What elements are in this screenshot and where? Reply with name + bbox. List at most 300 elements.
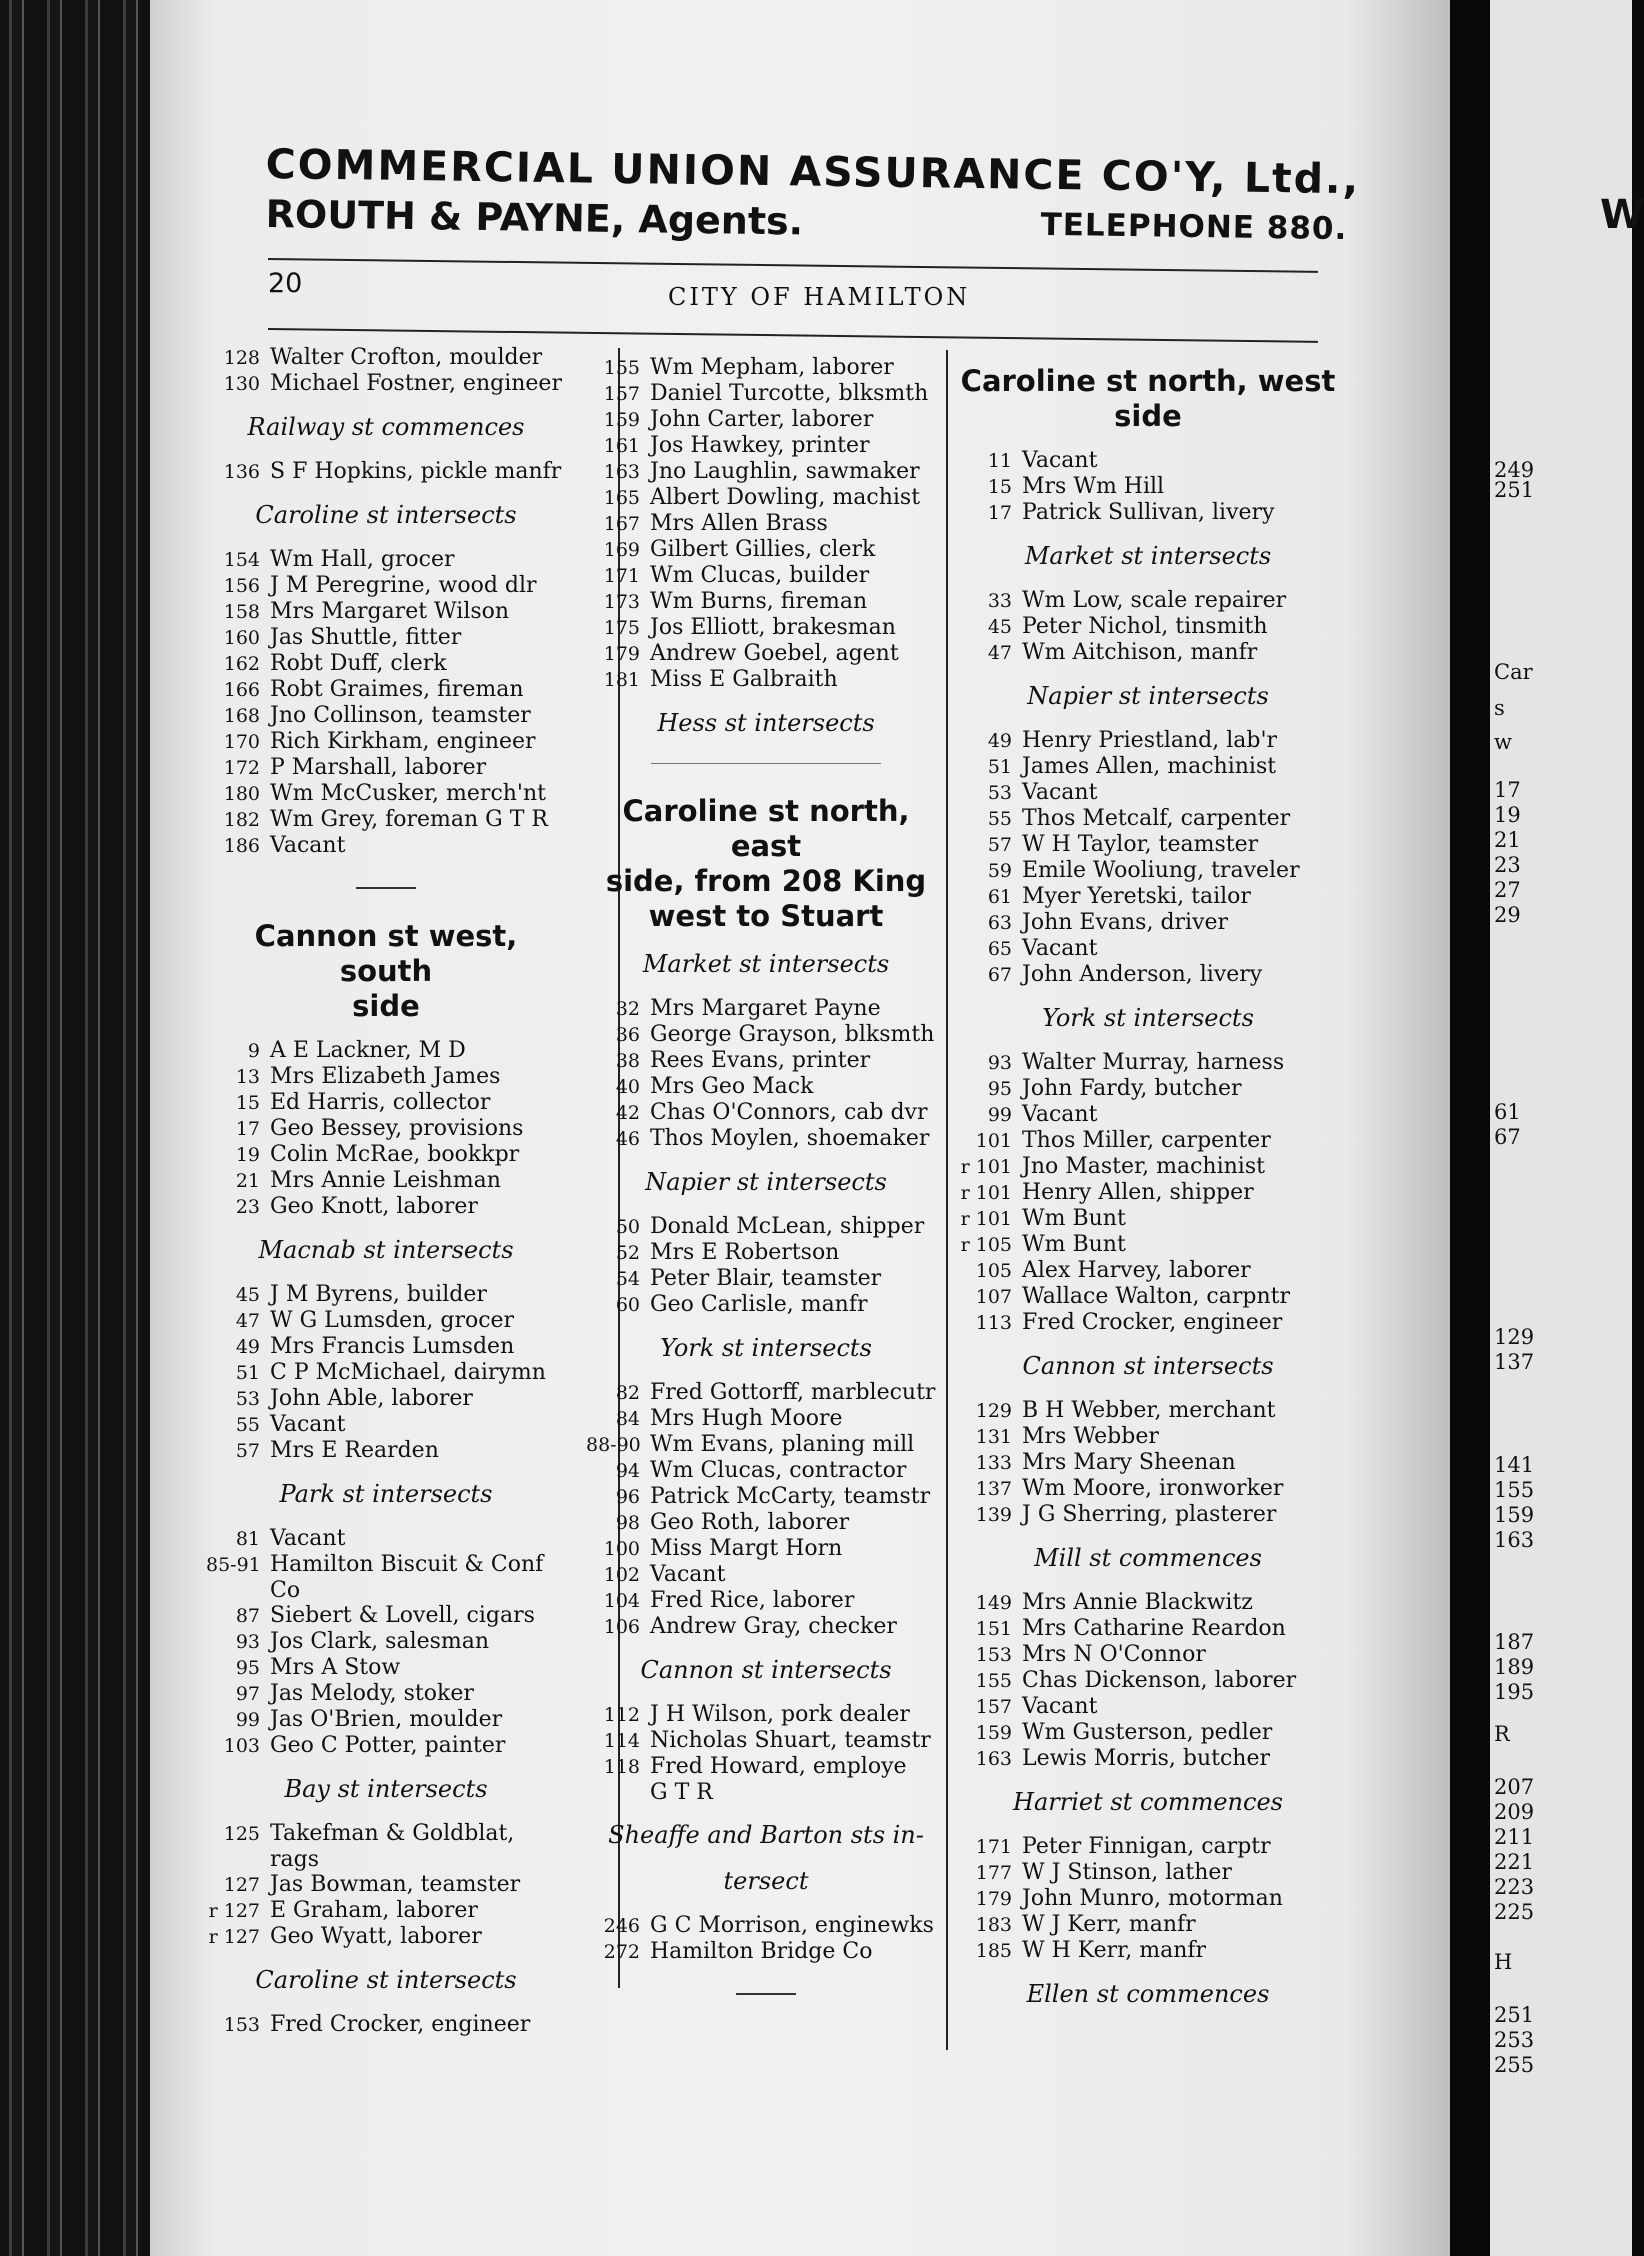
- house-number: 179: [603, 643, 640, 665]
- directory-entry: [586, 589, 946, 615]
- adjacent-page-fragment: 209: [1494, 1800, 1535, 1824]
- house-number: 101: [975, 1130, 1012, 1152]
- directory-entry: [586, 511, 946, 537]
- directory-entry: [586, 667, 946, 693]
- directory-entry: [206, 1526, 566, 1552]
- house-number: 163: [603, 461, 640, 483]
- directory-entry: [206, 1578, 566, 1603]
- house-number: 165: [603, 487, 640, 509]
- house-number: 157: [975, 1696, 1012, 1718]
- house-number: 54: [615, 1268, 640, 1290]
- directory-entry: [586, 641, 946, 667]
- resident-name: Alex Harvey, laborer: [1022, 1258, 1251, 1283]
- directory-entry: [206, 1847, 566, 1872]
- directory-entry: [958, 614, 1338, 640]
- directory-entry: [958, 1834, 1338, 1860]
- resident-name: Wm McCusker, merch'nt: [270, 781, 546, 806]
- resident-name: Rees Evans, printer: [650, 1048, 871, 1073]
- house-number: 100: [603, 1538, 640, 1560]
- resident-name: W H Taylor, teamster: [1022, 832, 1259, 857]
- directory-entry: [958, 728, 1338, 754]
- directory-entry: [206, 1438, 566, 1464]
- house-number: 61: [987, 886, 1012, 908]
- resident-name: Vacant: [270, 1526, 346, 1551]
- resident-name: Vacant: [1022, 780, 1098, 805]
- section-divider: [356, 887, 416, 889]
- resident-name: G T R: [650, 1780, 713, 1805]
- resident-name: J H Wilson, pork dealer: [650, 1702, 910, 1727]
- resident-name: W G Lumsden, grocer: [270, 1308, 515, 1333]
- street-heading-line: Caroline st north, west: [960, 364, 1336, 398]
- directory-entry: [958, 1694, 1338, 1720]
- directory-entry: [206, 573, 566, 599]
- resident-name: Fred Crocker, engineer: [1022, 1310, 1283, 1335]
- house-number: 87: [235, 1605, 260, 1627]
- resident-name: Vacant: [1022, 448, 1098, 473]
- directory-entry: [586, 1214, 946, 1240]
- resident-name: Wm Gusterson, pedler: [1022, 1720, 1273, 1745]
- resident-name: Mrs E Robertson: [650, 1240, 840, 1265]
- house-number: r 127: [208, 1900, 260, 1922]
- house-number: 9: [247, 1040, 260, 1062]
- house-number: r 101: [960, 1208, 1012, 1230]
- street-heading: [586, 794, 946, 934]
- directory-entry: [586, 1913, 946, 1939]
- adjacent-page-fragment: 29: [1494, 903, 1521, 927]
- resident-name: Jos Clark, salesman: [270, 1629, 490, 1654]
- directory-entry: [206, 1707, 566, 1733]
- adjacent-page-fragment: 195: [1494, 1680, 1535, 1704]
- resident-name: George Grayson, blksmth: [650, 1022, 935, 1047]
- adjacent-page-fragment: 225: [1494, 1900, 1535, 1924]
- adjacent-page-fragment: R: [1494, 1722, 1510, 1746]
- resident-name: Robt Graimes, fireman: [270, 677, 524, 702]
- adjacent-page-fragment: 137: [1494, 1350, 1535, 1374]
- directory-entry: [958, 1076, 1338, 1102]
- directory-entry: [206, 371, 566, 397]
- adjacent-page-fragment: 187: [1494, 1630, 1535, 1654]
- directory-column-2: [586, 355, 946, 2025]
- street-heading: [958, 364, 1338, 434]
- street-intersection: Market st intersects: [642, 950, 890, 978]
- street-intersection: Cannon st intersects: [1022, 1352, 1274, 1380]
- resident-name: Mrs E Rearden: [270, 1438, 439, 1463]
- house-number: r 127: [208, 1926, 260, 1948]
- directory-entry: [206, 1334, 566, 1360]
- street-intersection: Bay st intersects: [284, 1775, 488, 1803]
- house-number: 67: [987, 964, 1012, 986]
- directory-entry: [206, 833, 566, 859]
- resident-name: W J Stinson, lather: [1022, 1860, 1232, 1885]
- resident-name: Wm Moore, ironworker: [1022, 1476, 1284, 1501]
- directory-entry: [206, 1360, 566, 1386]
- house-number: 182: [223, 809, 260, 831]
- directory-entry: [958, 1398, 1338, 1424]
- street-intersection: York st intersects: [660, 1334, 872, 1362]
- resident-name: Michael Fostner, engineer: [270, 371, 562, 396]
- resident-name: Albert Dowling, machist: [650, 485, 921, 510]
- resident-name: Geo C Potter, painter: [270, 1733, 506, 1758]
- adjacent-page-edge: [1490, 0, 1644, 2256]
- house-number: 136: [223, 461, 260, 483]
- directory-entry: [958, 1128, 1338, 1154]
- house-number: 149: [975, 1592, 1012, 1614]
- house-number: 102: [603, 1564, 640, 1586]
- house-number: 49: [987, 730, 1012, 752]
- street-intersection: Caroline st intersects: [255, 1966, 517, 1994]
- house-number: 128: [223, 347, 260, 369]
- house-number: 36: [615, 1024, 640, 1046]
- resident-name: Chas Dickenson, laborer: [1022, 1668, 1297, 1693]
- resident-name: Gilbert Gillies, clerk: [650, 537, 876, 562]
- resident-name: Mrs Wm Hill: [1022, 474, 1165, 499]
- resident-name: Mrs Annie Blackwitz: [1022, 1590, 1253, 1615]
- house-number: 53: [235, 1388, 260, 1410]
- resident-name: Wm Burns, fireman: [650, 589, 868, 614]
- directory-entry: [206, 651, 566, 677]
- directory-entry: [206, 1308, 566, 1334]
- telephone-text: TELEPHONE 880.: [1040, 206, 1348, 248]
- house-number: 38: [615, 1050, 640, 1072]
- house-number: r 101: [960, 1182, 1012, 1204]
- resident-name: Geo Roth, laborer: [650, 1510, 850, 1535]
- house-number: r 105: [960, 1234, 1012, 1256]
- directory-entry: [206, 1552, 566, 1578]
- resident-name: B H Webber, merchant: [1022, 1398, 1276, 1423]
- directory-entry: [586, 1484, 946, 1510]
- directory-entry: [586, 1510, 946, 1536]
- directory-entry: [958, 858, 1338, 884]
- house-number: 172: [223, 757, 260, 779]
- house-number: 179: [975, 1888, 1012, 1910]
- house-number: 99: [235, 1709, 260, 1731]
- resident-name: Patrick McCarty, teamstr: [650, 1484, 931, 1509]
- resident-name: Takefman & Goldblat,: [270, 1821, 515, 1846]
- resident-name: Peter Finnigan, carptr: [1022, 1834, 1271, 1859]
- directory-entry: [958, 1938, 1338, 1964]
- resident-name: Jno Collinson, teamster: [270, 703, 531, 728]
- resident-name: Wm Bunt: [1022, 1232, 1126, 1257]
- directory-entry: [958, 1154, 1338, 1180]
- house-number: 45: [987, 616, 1012, 638]
- directory-page: [150, 0, 1450, 2256]
- directory-entry: [958, 936, 1338, 962]
- adjacent-page-fragment: 251: [1494, 2003, 1535, 2027]
- directory-entry: [586, 1126, 946, 1152]
- resident-name: John Able, laborer: [270, 1386, 473, 1411]
- house-number: 84: [615, 1408, 640, 1430]
- house-number: 57: [987, 834, 1012, 856]
- resident-name: Colin McRae, bookkpr: [270, 1142, 520, 1167]
- resident-name: Mrs Hugh Moore: [650, 1406, 843, 1431]
- resident-name: John Evans, driver: [1022, 910, 1229, 935]
- house-number: 95: [235, 1657, 260, 1679]
- directory-entry: [958, 1886, 1338, 1912]
- house-number: 99: [987, 1104, 1012, 1126]
- resident-name: Vacant: [270, 833, 346, 858]
- house-number: 104: [603, 1590, 640, 1612]
- house-number: 130: [223, 373, 260, 395]
- directory-entry: [586, 1939, 946, 1965]
- house-number: 11: [987, 450, 1012, 472]
- house-number: 155: [603, 357, 640, 379]
- directory-entry: [586, 355, 946, 381]
- house-number: 177: [975, 1862, 1012, 1884]
- resident-name: Mrs A Stow: [270, 1655, 401, 1680]
- resident-name: P Marshall, laborer: [270, 755, 487, 780]
- directory-entry: [586, 459, 946, 485]
- directory-entry: [206, 1282, 566, 1308]
- resident-name: Mrs Mary Sheenan: [1022, 1450, 1236, 1475]
- house-number: 171: [603, 565, 640, 587]
- house-number: 93: [987, 1052, 1012, 1074]
- directory-entry: [958, 1616, 1338, 1642]
- directory-entry: [206, 677, 566, 703]
- directory-entry: [586, 1074, 946, 1100]
- resident-name: Jos Hawkey, printer: [650, 433, 870, 458]
- street-heading-line: side: [1114, 399, 1182, 433]
- book-binding: [0, 0, 150, 2256]
- directory-entry: [206, 1898, 566, 1924]
- resident-name: Mrs Elizabeth James: [270, 1064, 501, 1089]
- street-intersection: Mill st commences: [1034, 1544, 1262, 1572]
- house-number: 133: [975, 1452, 1012, 1474]
- resident-name: Thos Miller, carpenter: [1022, 1128, 1271, 1153]
- house-number: 107: [975, 1286, 1012, 1308]
- house-number: 170: [223, 731, 260, 753]
- directory-entry: [206, 1655, 566, 1681]
- directory-entry: [206, 1386, 566, 1412]
- adjacent-page-fragment: 23: [1494, 853, 1521, 877]
- house-number: 162: [223, 653, 260, 675]
- street-intersection: Park st intersects: [279, 1480, 493, 1508]
- house-number: 53: [987, 782, 1012, 804]
- house-number: 171: [975, 1836, 1012, 1858]
- house-number: 49: [235, 1336, 260, 1358]
- directory-entry: [958, 1102, 1338, 1128]
- house-number: 21: [235, 1170, 260, 1192]
- house-number: 159: [603, 409, 640, 431]
- directory-entry: [586, 1292, 946, 1318]
- street-heading-line: west to Stuart: [648, 899, 884, 933]
- directory-entry: [958, 910, 1338, 936]
- house-number: 32: [615, 998, 640, 1020]
- resident-name: Walter Crofton, moulder: [270, 345, 543, 370]
- adjacent-page-fragment: 27: [1494, 878, 1521, 902]
- street-intersection: Hess st intersects: [657, 709, 875, 737]
- adjacent-page-fragment: 129: [1494, 1325, 1535, 1349]
- resident-name: Jas O'Brien, moulder: [270, 1707, 503, 1732]
- directory-entry: [586, 615, 946, 641]
- resident-name: Nicholas Shuart, teamstr: [650, 1728, 931, 1753]
- resident-name: Walter Murray, harness: [1022, 1050, 1285, 1075]
- resident-name: Co: [270, 1578, 301, 1603]
- resident-name: Henry Allen, shipper: [1022, 1180, 1254, 1205]
- house-number: 180: [223, 783, 260, 805]
- resident-name: W J Kerr, manfr: [1022, 1912, 1196, 1937]
- house-number: 159: [975, 1722, 1012, 1744]
- street-intersection: Market st intersects: [1024, 542, 1272, 570]
- resident-name: Jas Bowman, teamster: [270, 1872, 521, 1897]
- directory-entry: [958, 474, 1338, 500]
- directory-entry: [206, 703, 566, 729]
- adjacent-page-fragment: 19: [1494, 803, 1521, 827]
- adjacent-page-fragment: 21: [1494, 828, 1521, 852]
- house-number: 137: [975, 1478, 1012, 1500]
- house-number: 105: [975, 1260, 1012, 1282]
- adjacent-page-fragment: 159: [1494, 1503, 1535, 1527]
- street-intersection: Napier st intersects: [1027, 682, 1269, 710]
- resident-name: Jno Master, machinist: [1022, 1154, 1265, 1179]
- street-heading-line: Cannon st west, south: [254, 919, 518, 988]
- street-heading: [206, 919, 566, 1024]
- directory-entry: [586, 1728, 946, 1754]
- adjacent-page-header: W: [1600, 192, 1644, 238]
- directory-entry: [958, 832, 1338, 858]
- resident-name: Geo Carlisle, manfr: [650, 1292, 868, 1317]
- resident-name: Wm Low, scale repairer: [1022, 588, 1287, 613]
- resident-name: Peter Nichol, tinsmith: [1022, 614, 1268, 639]
- directory-entry: [206, 1603, 566, 1629]
- house-number: 46: [615, 1128, 640, 1150]
- directory-entry: [586, 1754, 946, 1780]
- house-number: 98: [615, 1512, 640, 1534]
- resident-name: Wm Clucas, builder: [650, 563, 870, 588]
- banner-rule: [268, 258, 1318, 273]
- house-number: 125: [223, 1823, 260, 1845]
- resident-name: Miss Margt Horn: [650, 1536, 843, 1561]
- resident-name: Jas Melody, stoker: [270, 1681, 474, 1706]
- resident-name: Robt Duff, clerk: [270, 651, 447, 676]
- resident-name: Chas O'Connors, cab dvr: [650, 1100, 928, 1125]
- directory-entry: [958, 500, 1338, 526]
- house-number: 23: [235, 1196, 260, 1218]
- directory-entry: [206, 1681, 566, 1707]
- directory-entry: [206, 1872, 566, 1898]
- house-number: 57: [235, 1440, 260, 1462]
- resident-name: A E Lackner, M D: [270, 1038, 466, 1063]
- directory-entry: [206, 1116, 566, 1142]
- resident-name: Fred Rice, laborer: [650, 1588, 855, 1613]
- resident-name: Mrs Francis Lumsden: [270, 1334, 515, 1359]
- street-intersection: tersect: [723, 1867, 809, 1895]
- house-number: 129: [975, 1400, 1012, 1422]
- directory-entry: [958, 962, 1338, 988]
- house-number: 60: [615, 1294, 640, 1316]
- house-number: 161: [603, 435, 640, 457]
- section-divider: [651, 763, 881, 764]
- street-intersection: York st intersects: [1042, 1004, 1254, 1032]
- adjacent-page-fragment: 221: [1494, 1850, 1535, 1874]
- resident-name: Siebert & Lovell, cigars: [270, 1603, 535, 1628]
- house-number: 157: [603, 383, 640, 405]
- directory-entry: [206, 1924, 566, 1950]
- house-number: 40: [615, 1076, 640, 1098]
- directory-entry: [958, 640, 1338, 666]
- resident-name: Jas Shuttle, fitter: [270, 625, 462, 650]
- resident-name: Jno Laughlin, sawmaker: [650, 459, 920, 484]
- resident-name: J G Sherring, plasterer: [1022, 1502, 1277, 1527]
- house-number: 47: [235, 1310, 260, 1332]
- directory-entry: [206, 1629, 566, 1655]
- adjacent-page-fragment: 255: [1494, 2053, 1535, 2077]
- house-number: 175: [603, 617, 640, 639]
- street-intersection: Napier st intersects: [645, 1168, 887, 1196]
- directory-entry: [958, 1720, 1338, 1746]
- house-number: 154: [223, 549, 260, 571]
- resident-name: Geo Knott, laborer: [270, 1194, 478, 1219]
- resident-name: E Graham, laborer: [270, 1898, 478, 1923]
- house-number: 50: [615, 1216, 640, 1238]
- directory-entry: [586, 1588, 946, 1614]
- adjacent-page-fragment: 251: [1494, 478, 1535, 502]
- street-heading-line: Caroline st north, east: [622, 794, 910, 863]
- house-number: 51: [987, 756, 1012, 778]
- house-number: 183: [975, 1914, 1012, 1936]
- house-number: 13: [235, 1066, 260, 1088]
- directory-entry: [206, 547, 566, 573]
- directory-entry: [586, 1562, 946, 1588]
- directory-entry: [206, 2012, 566, 2038]
- directory-entry: [958, 1590, 1338, 1616]
- house-number: 65: [987, 938, 1012, 960]
- street-intersection: Macnab st intersects: [258, 1236, 514, 1264]
- directory-entry: [586, 1432, 946, 1458]
- resident-name: Mrs Annie Leishman: [270, 1168, 501, 1193]
- adjacent-page-fragment: 211: [1494, 1825, 1535, 1849]
- directory-entry: [958, 1746, 1338, 1772]
- house-number: 156: [223, 575, 260, 597]
- house-number: 163: [975, 1748, 1012, 1770]
- house-number: 168: [223, 705, 260, 727]
- house-number: 127: [223, 1874, 260, 1896]
- directory-entry: [958, 806, 1338, 832]
- directory-entry: [206, 345, 566, 371]
- resident-name: Mrs Margaret Payne: [650, 996, 881, 1021]
- directory-entry: [206, 781, 566, 807]
- house-number: 47: [987, 642, 1012, 664]
- directory-entry: [958, 588, 1338, 614]
- directory-entry: [958, 1310, 1338, 1336]
- house-number: 55: [235, 1414, 260, 1436]
- house-number: 113: [975, 1312, 1012, 1334]
- street-intersection: Sheaffe and Barton sts in-: [608, 1821, 924, 1849]
- resident-name: Lewis Morris, butcher: [1022, 1746, 1271, 1771]
- directory-entry: [206, 1064, 566, 1090]
- house-number: 59: [987, 860, 1012, 882]
- house-number: 131: [975, 1426, 1012, 1448]
- directory-entry: [958, 1642, 1338, 1668]
- house-number: 97: [235, 1683, 260, 1705]
- directory-entry: [206, 807, 566, 833]
- insurance-banner: COMMERCIAL UNION ASSURANCE CO'Y, Ltd.,: [265, 140, 1361, 204]
- resident-name: Wm Grey, foreman G T R: [270, 807, 548, 832]
- directory-entry: [958, 1258, 1338, 1284]
- house-number: 112: [603, 1704, 640, 1726]
- adjacent-page-fragment: Car: [1494, 660, 1533, 684]
- resident-name: Wm Evans, planing mill: [650, 1432, 915, 1457]
- directory-entry: [206, 625, 566, 651]
- house-number: 63: [987, 912, 1012, 934]
- resident-name: Fred Howard, employe: [650, 1754, 907, 1779]
- directory-entry: [958, 1476, 1338, 1502]
- house-number: 15: [987, 476, 1012, 498]
- resident-name: Hamilton Biscuit & Conf: [270, 1552, 544, 1577]
- directory-entry: [586, 1702, 946, 1728]
- house-number: 103: [223, 1735, 260, 1757]
- directory-entry: [958, 1050, 1338, 1076]
- house-number: 169: [603, 539, 640, 561]
